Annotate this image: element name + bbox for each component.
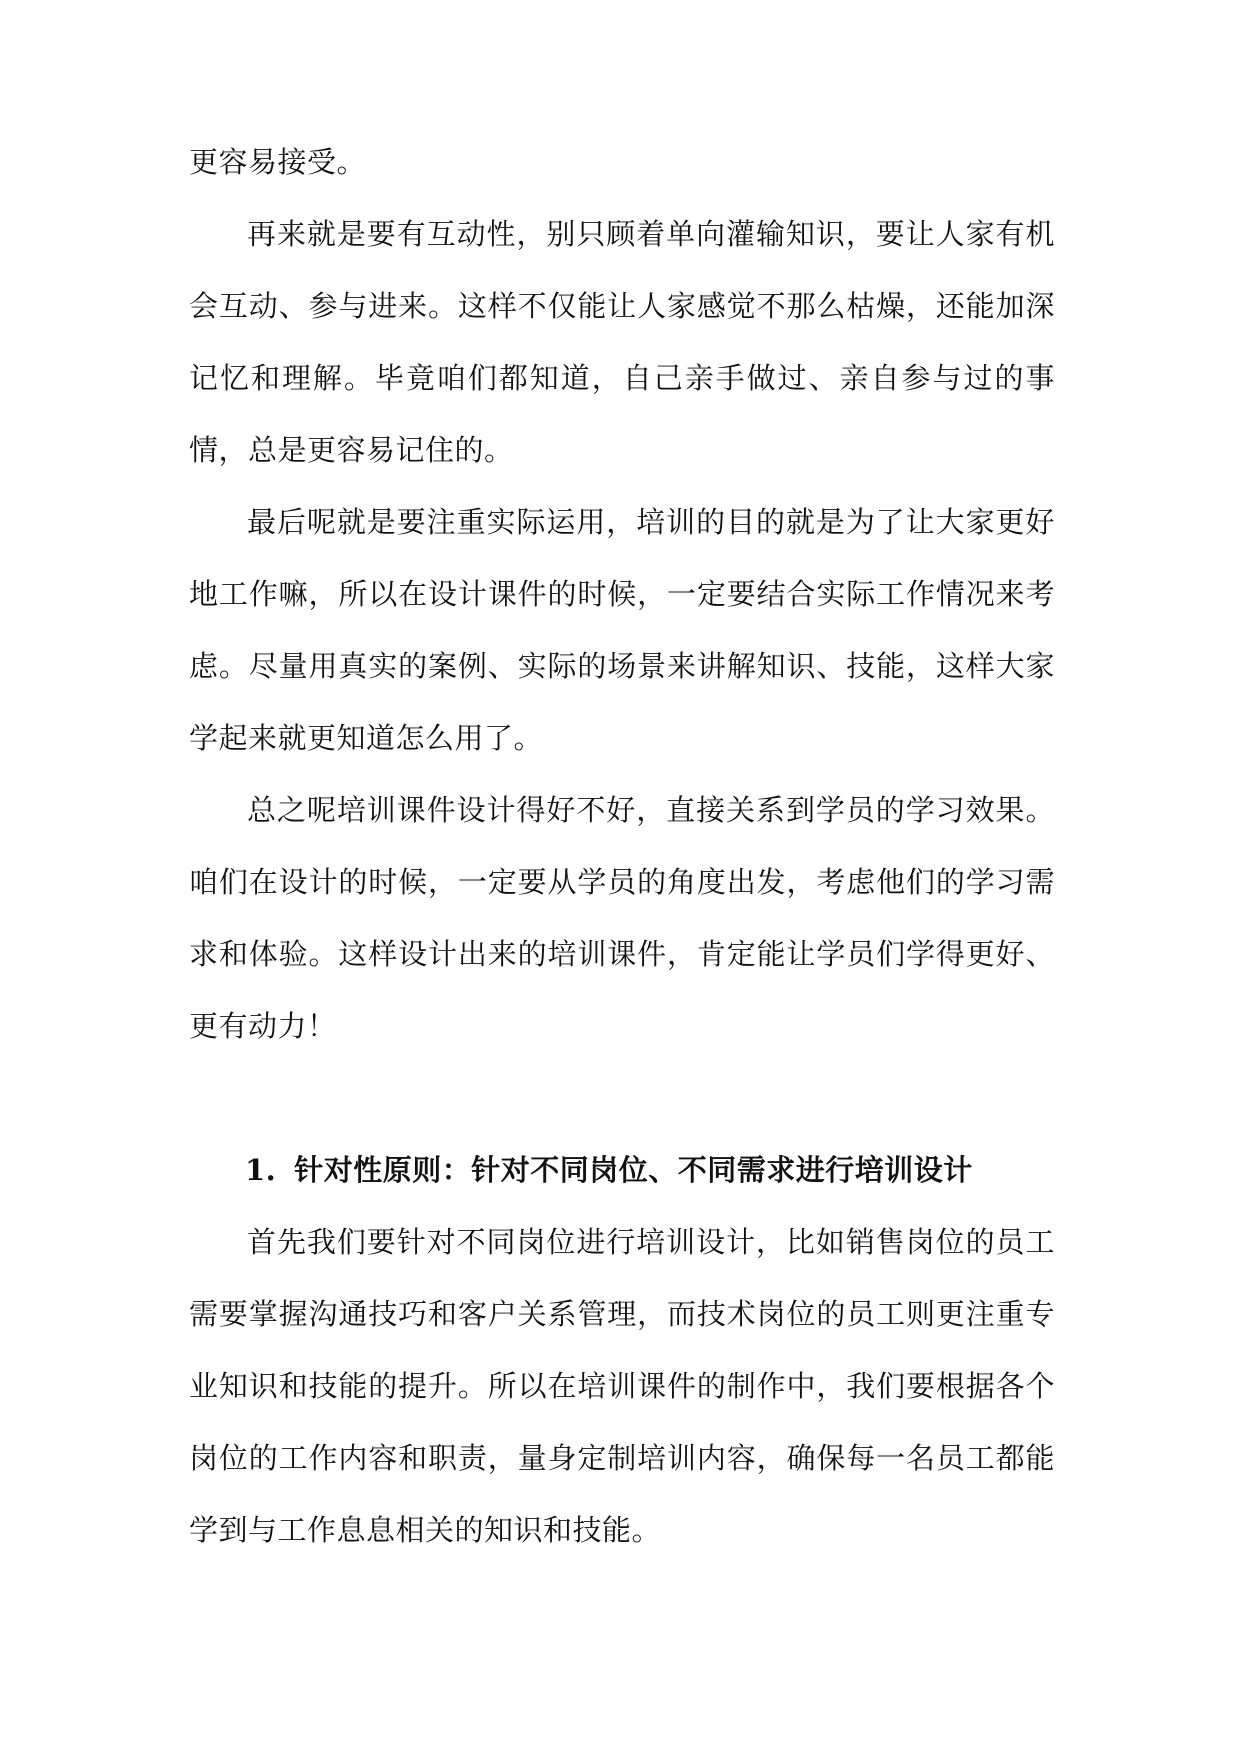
paragraph-continuation: 更容易接受。	[189, 145, 367, 179]
section-heading	[189, 1134, 1055, 1206]
paragraph-summary: 总之呢培训课件设计得好不好，直接关系到学员的学习效果。咱们在设计的时候，一定要从学员的角度出发，考虑他们的学习需求和体验。这样设计出来的培训课件，肯定能让学员们学得更好、更有动力！	[189, 793, 1055, 1043]
paragraph-interactivity: 再来就是要有互动性，别只顾着单向灌输知识，要让人家有机会互动、参与进来。这样不仅能让人家感觉不那么枯燥，还能加深记忆和理解。毕竟咱们都知道，自己亲手做过、亲自参与过的事情，总是更容易记住的。	[189, 217, 1055, 467]
paragraph-practical-use: 最后呢就是要注重实际运用，培训的目的就是为了让大家更好地工作嘛，所以在设计课件的时候，一定要结合实际工作情况来考虑。尽量用真实的案例、实际的场景来讲解知识、技能，这样大家学起来就更知道怎么用了。	[189, 505, 1055, 755]
section-title: 针对性原则：针对不同岗位、不同需求进行培训设计	[294, 1153, 973, 1187]
section-number: 1.	[245, 1153, 277, 1187]
document-body	[189, 126, 1055, 1566]
paragraph-targeted-design: 首先我们要针对不同岗位进行培训设计，比如销售岗位的员工需要掌握沟通技巧和客户关系管理，而技术岗位的员工则更注重专业知识和技能的提升。所以在培训课件的制作中，我们要根据各个岗位的工作内容和职责，量身定制培训内容，确保每一名员工都能学到与工作息息相关的知识和技能。	[189, 1225, 1055, 1547]
